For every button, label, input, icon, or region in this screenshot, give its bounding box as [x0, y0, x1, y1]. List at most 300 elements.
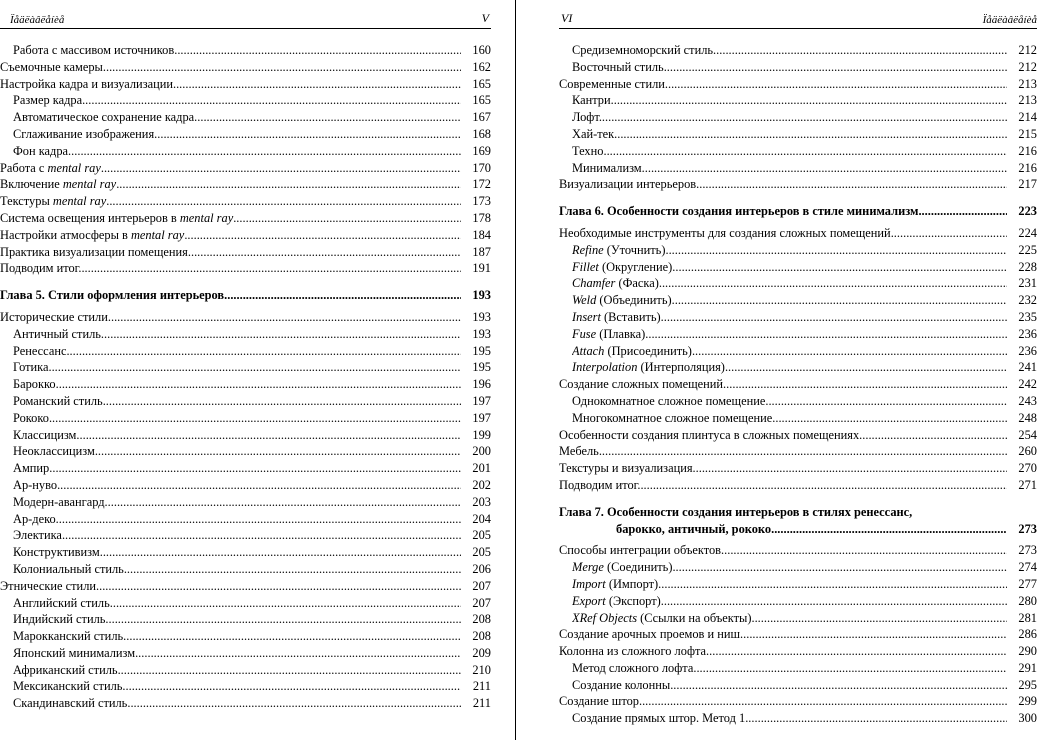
entry-title-text: Текстуры: [0, 194, 53, 209]
entry-title-text: Глава 6. Особенности создания интерьеров в стиле минимализм: [559, 204, 919, 219]
entry-title: [13, 393, 461, 410]
page-number: 211: [472, 679, 491, 694]
page-number: 277: [1018, 576, 1037, 591]
entry-title-text: Создание арочных проемов и ниш: [559, 627, 741, 642]
entry-title: [0, 76, 461, 93]
entry-title-text: Работа с массивом источников: [13, 43, 175, 57]
page-number: 187: [472, 244, 491, 259]
page-number: 225: [1018, 242, 1037, 257]
page-number: 235: [1018, 309, 1037, 324]
page-number: 286: [1018, 627, 1037, 642]
toc-subentry: [559, 126, 1037, 143]
page-number: 165: [472, 76, 491, 91]
entry-title: [559, 460, 1007, 477]
entry-title: [572, 143, 1007, 160]
entry-title: [572, 42, 1007, 59]
page-number: 224: [1018, 225, 1037, 240]
entry-title: [13, 695, 461, 712]
page-number: 202: [472, 477, 491, 492]
entry-title: [572, 259, 1007, 276]
entry-title: [559, 504, 1037, 521]
entry-title-text: (Плавка): [596, 326, 646, 341]
toc-subentry: [0, 42, 491, 59]
toc-entry: [559, 626, 1037, 643]
entry-title-text: Включение: [0, 177, 63, 192]
page-number: 216: [1018, 143, 1037, 158]
page-number: 178: [472, 210, 491, 225]
right-page: [559, 0, 1037, 740]
running-head: [559, 10, 1037, 29]
entry-title: [572, 309, 1007, 326]
page-number: 232: [1018, 293, 1037, 308]
entry-title: [13, 42, 461, 59]
entry-title-text: Особенности создания плинтуса в сложных помещениях: [559, 427, 860, 442]
entry-title-text: Индийский стиль: [13, 612, 106, 627]
entry-title-italic: mental ray: [47, 160, 101, 175]
entry-title: [572, 559, 1007, 576]
entry-title-text: (Соединить): [603, 560, 673, 575]
entry-title-italic: Interpolation: [572, 360, 638, 375]
entry-title-text: Фон кадра: [13, 143, 69, 158]
entry-title-text: (Ссылки на объекты): [637, 610, 752, 625]
entry-title-italic: Attach: [572, 343, 605, 358]
toc-entry: [559, 542, 1037, 559]
toc-entry: [0, 309, 491, 326]
entry-title-italic: Chamfer: [572, 276, 616, 291]
entry-title: [13, 359, 461, 376]
toc-subentry: [559, 610, 1037, 627]
page-number: 273: [1018, 543, 1037, 558]
toc-subentry: [0, 109, 491, 126]
entry-title: [0, 287, 461, 304]
page-number: 212: [1018, 59, 1037, 74]
page-number: 291: [1018, 660, 1037, 675]
entry-title-text: Современные стили: [559, 76, 665, 91]
chapter-entry: [559, 504, 1037, 521]
entry-title: [559, 203, 1007, 220]
entry-title: [559, 176, 1007, 193]
toc-subentry: [0, 494, 491, 511]
page-number: 208: [472, 629, 491, 644]
entry-title: [0, 210, 461, 227]
entry-title: [572, 677, 1007, 694]
entry-title-text: Подводим итог: [0, 261, 79, 276]
toc-subentry: [559, 576, 1037, 593]
entry-title-italic: XRef Objects: [572, 610, 638, 625]
toc-subentry: [559, 42, 1037, 59]
entry-title: [13, 611, 461, 628]
entry-title-italic: Export: [572, 593, 606, 608]
entry-title: [13, 494, 461, 511]
chapter-entry: [559, 203, 1037, 220]
page-number: 209: [472, 645, 491, 660]
entry-title: [13, 511, 461, 528]
toc-entry: [559, 176, 1037, 193]
running-head-page-number: VI: [561, 11, 573, 25]
page-number: 191: [472, 261, 491, 276]
entry-title: [559, 477, 1007, 494]
entry-title-text: Однокомнатное сложное помещение: [572, 393, 766, 408]
page-gutter-divider: [515, 0, 516, 740]
entry-title-italic: Fuse: [572, 326, 597, 341]
page-number: 274: [1018, 560, 1037, 575]
entry-title: [616, 521, 1007, 538]
toc-subentry: [559, 160, 1037, 177]
running-head-title: Ïåäëàâëåíèå: [10, 14, 65, 26]
entry-title-text: Работа с: [0, 160, 48, 175]
entry-title: [572, 576, 1007, 593]
toc-entry: [559, 225, 1037, 242]
entry-title: [572, 610, 1007, 627]
entry-title: [13, 410, 461, 427]
entry-title-italic: Fillet: [572, 259, 599, 274]
entry-title: [559, 76, 1007, 93]
page-number: 214: [1018, 110, 1037, 125]
page-number: 213: [1018, 76, 1037, 91]
entry-title-text: Минимализм: [572, 160, 642, 175]
entry-title-text: Восточный стиль: [572, 59, 664, 74]
entry-title: [0, 309, 461, 326]
entry-title: [0, 193, 461, 210]
toc-entry: [0, 578, 491, 595]
entry-title-text: Английский стиль: [13, 595, 110, 610]
entry-title-text: Рококо: [13, 410, 49, 425]
entry-title-text: Романский стиль: [13, 393, 103, 408]
entry-title: [13, 126, 461, 143]
entry-title-text: (Экспорт): [605, 593, 661, 608]
page-number: 299: [1018, 694, 1037, 709]
entry-title-text: Многокомнатное сложное помещение: [572, 410, 773, 425]
page-number: 200: [472, 444, 491, 459]
entry-title: [572, 410, 1007, 427]
entry-title: [0, 160, 461, 177]
page-number: 211: [472, 696, 491, 711]
entry-title: [13, 376, 461, 393]
entry-title: [559, 443, 1007, 460]
entry-title-text: Способы интеграции объектов: [559, 543, 722, 558]
entry-title: [13, 109, 461, 126]
entry-title-text: (Присоединить): [604, 343, 692, 358]
toc-subentry: [0, 662, 491, 679]
toc-subentry: [0, 92, 491, 109]
entry-title-text: Конструктивизм: [13, 545, 100, 560]
table-of-contents: [0, 42, 491, 712]
toc-subentry: [559, 143, 1037, 160]
entry-title-italic: Import: [572, 576, 606, 591]
entry-title-text: (Округление): [598, 259, 673, 274]
running-head-page-number: V: [481, 11, 489, 25]
entry-title: [559, 427, 1007, 444]
entry-title: [572, 242, 1007, 259]
entry-title: [572, 710, 1007, 727]
entry-title: [0, 59, 461, 76]
toc-subentry: [0, 527, 491, 544]
page-number: 197: [472, 393, 491, 408]
entry-title: [13, 326, 461, 343]
toc-subentry: [0, 628, 491, 645]
toc-subentry: [559, 593, 1037, 610]
page-number: 242: [1018, 377, 1037, 392]
toc-subentry: [559, 677, 1037, 694]
page-number: 223: [1018, 204, 1037, 219]
entry-title-text: Создание сложных помещений: [559, 377, 724, 392]
entry-title: [572, 593, 1007, 610]
toc-entry: [559, 693, 1037, 710]
entry-title-text: Ар-нуво: [13, 477, 58, 492]
entry-title-text: Съемочные камеры: [0, 59, 103, 74]
entry-title-text: (Фаска): [615, 276, 659, 291]
entry-title-text: Колониальный стиль: [13, 561, 124, 576]
toc-subentry: [0, 343, 491, 360]
entry-title-italic: mental ray: [179, 210, 234, 225]
toc-subentry: [0, 544, 491, 561]
toc-subentry: [559, 559, 1037, 576]
entry-title-text: Настройки атмосферы в: [0, 227, 131, 242]
entry-title: [572, 160, 1007, 177]
entry-title: [13, 645, 461, 662]
entry-title: [572, 59, 1007, 76]
entry-title-text: (Уточнить): [603, 242, 666, 257]
page-number: 271: [1018, 477, 1037, 492]
toc-subentry: [0, 595, 491, 612]
toc-entry: [0, 176, 491, 193]
entry-title-text: Автоматическое сохранение кадра: [13, 110, 195, 125]
toc-entry: [0, 193, 491, 210]
entry-title-text: Текстуры и визуализация: [559, 461, 693, 476]
toc-subentry: [0, 611, 491, 628]
toc-subentry: [559, 242, 1037, 259]
toc-subentry: [0, 359, 491, 376]
entry-title-text: Ренессанс: [13, 343, 67, 358]
left-page: [0, 0, 491, 740]
entry-title-text: Настройка кадра и визуализации: [0, 76, 173, 91]
page-number: 169: [472, 143, 491, 158]
page-number: 168: [472, 126, 491, 141]
entry-title: [559, 542, 1007, 559]
entry-title-text: Хай-тек: [572, 126, 615, 141]
toc-subentry: [0, 410, 491, 427]
entry-title: [559, 225, 1007, 242]
entry-title-text: Глава 7. Особенности создания интерьеров в стилях ренессанс,: [559, 504, 913, 519]
entry-title-text: Метод сложного лофта: [572, 660, 694, 675]
toc-subentry: [559, 292, 1037, 309]
entry-title-text: Барокко: [13, 377, 56, 392]
page-number: 228: [1018, 259, 1037, 274]
toc-subentry: [0, 126, 491, 143]
entry-title-italic: mental ray: [52, 194, 107, 209]
toc-entry: [0, 210, 491, 227]
entry-title: [13, 561, 461, 578]
page-number: 206: [472, 561, 491, 576]
toc-entry: [559, 76, 1037, 93]
page-number: 172: [472, 177, 491, 192]
entry-title: [13, 678, 461, 695]
page-number: 210: [472, 662, 491, 677]
entry-title-text: Лофт: [572, 110, 599, 125]
page-number: 236: [1018, 343, 1037, 358]
entry-title: [13, 460, 461, 477]
entry-title-italic: mental ray: [130, 227, 185, 242]
page-number: 236: [1018, 326, 1037, 341]
page-number: 248: [1018, 410, 1037, 425]
entry-title-text: (Объединить): [596, 293, 672, 308]
entry-title-text: Скандинавский стиль: [13, 696, 128, 711]
page-number: 260: [1018, 444, 1037, 459]
page-number: 165: [472, 93, 491, 108]
page-number: 197: [472, 410, 491, 425]
entry-title-text: Создание прямых штор. Метод 1: [572, 711, 746, 726]
toc-subentry: [0, 695, 491, 712]
entry-title: [0, 176, 461, 193]
page-number: 195: [472, 360, 491, 375]
entry-title-text: Необходимые инструменты для создания сложных помещений: [559, 225, 891, 240]
entry-title: [572, 126, 1007, 143]
entry-title: [559, 693, 1007, 710]
entry-title: [13, 143, 461, 160]
entry-title-text: Этнические стили: [0, 578, 97, 593]
entry-title-text: Ампир: [13, 461, 50, 476]
toc-subentry: [0, 477, 491, 494]
page-number: 184: [472, 227, 491, 242]
entry-title: [559, 376, 1007, 393]
entry-title: [0, 578, 461, 595]
toc-subentry: [0, 143, 491, 160]
page-number: 243: [1018, 393, 1037, 408]
entry-title-text: Практика визуализации помещения: [0, 244, 188, 259]
page-number: 203: [472, 494, 491, 509]
entry-title-text: Сглаживание изображения: [13, 126, 155, 141]
entry-title: [0, 244, 461, 261]
toc-entry: [559, 460, 1037, 477]
entry-title-italic: Merge: [572, 560, 604, 575]
page-number: 295: [1018, 677, 1037, 692]
running-head: [0, 10, 491, 29]
page-number: 160: [472, 43, 491, 57]
entry-title: [13, 544, 461, 561]
entry-title-text: (Вставить): [600, 309, 661, 324]
table-of-contents: [559, 42, 1037, 727]
entry-title-text: Античный стиль: [13, 326, 101, 341]
entry-title: [572, 359, 1007, 376]
entry-title-text: Африканский стиль: [13, 662, 118, 677]
toc-entry: [559, 443, 1037, 460]
entry-title-text: Колонна из сложного лофта: [559, 644, 707, 659]
page-number: 173: [472, 194, 491, 209]
toc-entry: [559, 477, 1037, 494]
entry-title: [559, 626, 1007, 643]
toc-entry: [0, 244, 491, 261]
entry-title: [572, 326, 1007, 343]
toc-subentry: [0, 678, 491, 695]
entry-title-text: Неоклассицизм: [13, 444, 95, 459]
entry-title-italic: mental ray: [62, 177, 117, 192]
entry-title: [572, 92, 1007, 109]
page-number: 273: [1018, 521, 1037, 536]
entry-title-text: Средиземноморский стиль: [572, 43, 714, 57]
page-number: 207: [472, 595, 491, 610]
entry-title: [0, 260, 461, 277]
page-number: 241: [1018, 360, 1037, 375]
page-number: 205: [472, 528, 491, 543]
entry-title-text: Электика: [13, 528, 62, 543]
entry-title: [572, 393, 1007, 410]
page-number: 205: [472, 545, 491, 560]
entry-title: [13, 343, 461, 360]
toc-entry: [559, 376, 1037, 393]
entry-title: [572, 109, 1007, 126]
entry-title: [13, 427, 461, 444]
entry-title: [572, 275, 1007, 292]
toc-entry: [0, 160, 491, 177]
entry-title-text: Классицизм: [13, 427, 77, 442]
entry-title-text: Кантри: [572, 93, 611, 108]
entry-title: [572, 292, 1007, 309]
entry-title: [13, 92, 461, 109]
page-number: 231: [1018, 276, 1037, 291]
page-number: 193: [472, 309, 491, 324]
toc-entry: [0, 59, 491, 76]
entry-title: [13, 443, 461, 460]
toc-subentry: [559, 59, 1037, 76]
entry-title: [559, 643, 1007, 660]
toc-entry: [0, 260, 491, 277]
toc-entry: [0, 227, 491, 244]
page-number: 207: [472, 578, 491, 593]
chapter-entry-continuation: [559, 521, 1037, 538]
toc-subentry: [559, 109, 1037, 126]
entry-title-text: Мексиканский стиль: [13, 679, 123, 694]
toc-subentry: [559, 343, 1037, 360]
entry-title-text: Создание штор: [559, 694, 639, 709]
entry-title-text: Техно: [572, 143, 604, 158]
toc-subentry: [0, 460, 491, 477]
toc-subentry: [0, 393, 491, 410]
page-number: 201: [472, 461, 491, 476]
entry-title: [13, 595, 461, 612]
entry-title: [13, 628, 461, 645]
toc-subentry: [559, 326, 1037, 343]
page-number: 270: [1018, 461, 1037, 476]
chapter-entry: [0, 287, 491, 304]
page-number: 208: [472, 612, 491, 627]
entry-title-text: Подводим итог: [559, 477, 638, 492]
toc-subentry: [559, 393, 1037, 410]
page-number: 215: [1018, 126, 1037, 141]
toc-entry: [0, 76, 491, 93]
entry-title: [13, 477, 461, 494]
entry-title-text: Японский минимализм: [13, 645, 136, 660]
entry-title-text: Исторические стили: [0, 309, 108, 324]
entry-title-text: Визуализации интерьеров: [559, 177, 697, 192]
toc-subentry: [0, 645, 491, 662]
entry-title-italic: Weld: [572, 293, 597, 308]
entry-title-italic: Insert: [572, 309, 601, 324]
page-number: 212: [1018, 43, 1037, 57]
page-number: 217: [1018, 177, 1037, 192]
toc-subentry: [559, 92, 1037, 109]
entry-title-text: Марокканский стиль: [13, 629, 124, 644]
toc-subentry: [559, 660, 1037, 677]
entry-title-italic: Refine: [572, 242, 604, 257]
page-number: 280: [1018, 593, 1037, 608]
toc-subentry: [0, 427, 491, 444]
page-number: 193: [472, 288, 491, 303]
entry-title-text: (Импорт): [605, 576, 659, 591]
page-number: 254: [1018, 427, 1037, 442]
toc-subentry: [559, 710, 1037, 727]
entry-title-text: Создание колонны: [572, 677, 671, 692]
toc-subentry: [0, 511, 491, 528]
